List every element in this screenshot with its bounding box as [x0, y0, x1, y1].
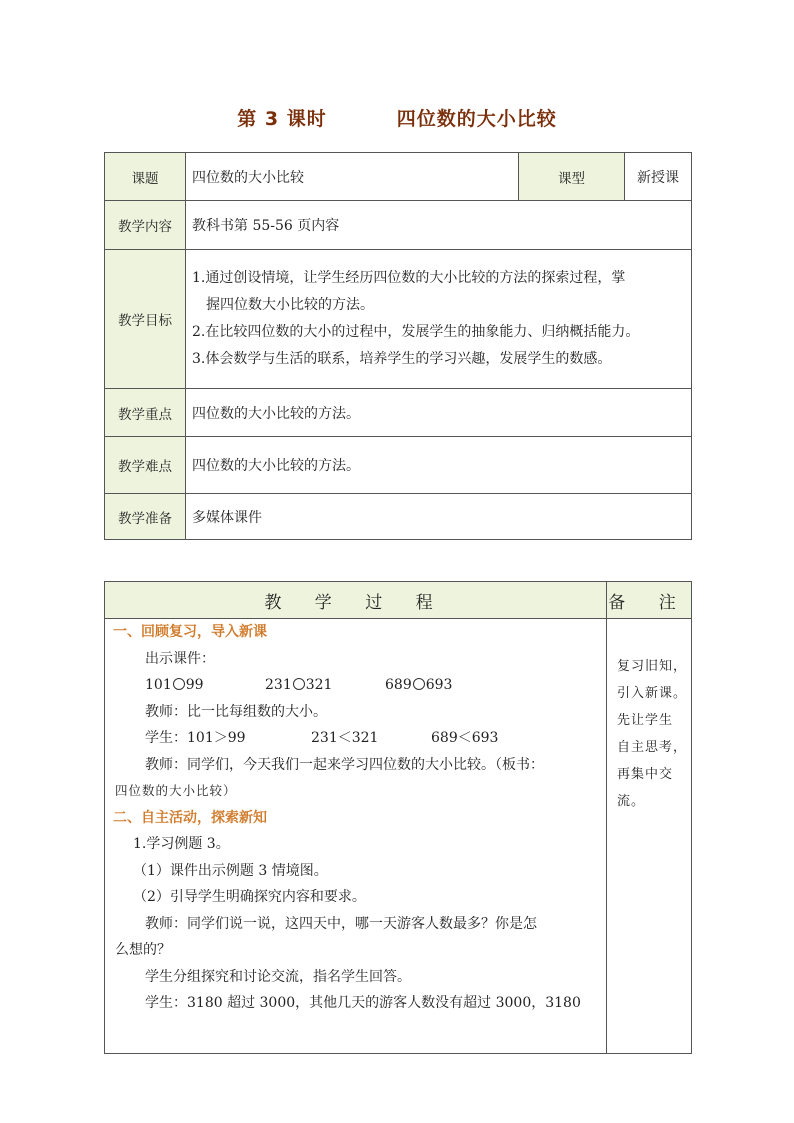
- process-line: 学生：3180 超过 3000，其他几天的游客人数没有超过 3000，3180: [145, 995, 581, 1011]
- prep-row: [105, 494, 692, 540]
- objectives-label: 教学目标: [105, 250, 186, 389]
- difficulty-value: 四位数的大小比较的方法。: [186, 437, 692, 494]
- note-line: 先让学生: [617, 713, 674, 728]
- process-line: 1.学习例题 3。: [133, 836, 230, 852]
- process-line: 学生：101＞99 231＜321 689＜693: [145, 730, 499, 746]
- prep-value: 多媒体课件: [186, 494, 692, 540]
- circle-icon: [173, 678, 185, 690]
- objectives-value: [186, 250, 692, 389]
- circle-icon: [293, 678, 305, 690]
- process-line: 教师：比一比每组数的大小。: [145, 703, 327, 720]
- content-label: 教学内容: [105, 201, 186, 250]
- process-header: 教 学 过 程: [105, 582, 607, 619]
- topic-row: [105, 153, 692, 201]
- content-value: 教科书第 55-56 页内容: [186, 201, 692, 250]
- circle-icon: [413, 678, 425, 690]
- key-point-label: 教学重点: [105, 389, 186, 437]
- process-line: 出示课件：: [145, 650, 215, 667]
- process-line: 么想的？: [115, 942, 171, 958]
- section-heading: 二、自主活动，探索新知: [113, 809, 267, 826]
- topic-value: 四位数的大小比较: [186, 153, 519, 201]
- process-header-row: [105, 582, 692, 619]
- notes-header: 备 注: [607, 582, 692, 619]
- process-body-row: [105, 619, 692, 1054]
- process-content: [105, 619, 607, 1054]
- teaching-process-table: [104, 581, 692, 1054]
- process-line: 学生分组探究和讨论交流，指名学生回答。: [145, 968, 411, 985]
- lesson-info-table: [104, 152, 692, 540]
- difficulty-row: [105, 437, 692, 494]
- topic-label: 课题: [105, 153, 186, 201]
- note-line: 自主思考，: [617, 740, 688, 755]
- objective-line: 握四位数大小比较的方法。: [206, 297, 374, 313]
- comparison-line: 101 99 231 321 689 693: [145, 677, 453, 693]
- note-line: 再集中交: [617, 767, 674, 782]
- objective-line: 2.在比较四位数的大小的过程中，发展学生的抽象能力、归纳概括能力。: [192, 324, 640, 340]
- key-point-value: 四位数的大小比较的方法。: [186, 389, 692, 437]
- type-label: 课型: [519, 153, 625, 201]
- note-line: 复习旧知，: [617, 659, 688, 674]
- process-line: 教师：同学们，今天我们一起来学习四位数的大小比较。（板书：: [145, 756, 544, 773]
- difficulty-label: 教学难点: [105, 437, 186, 494]
- process-line: 教师：同学们说一说，这四天中，哪一天游客人数最多？你是怎: [145, 915, 537, 932]
- process-line: （2）引导学生明确探究内容和要求。: [133, 889, 366, 905]
- notes-content: [607, 619, 692, 1054]
- type-value: 新授课: [625, 153, 692, 201]
- lesson-topic: 四位数的大小比较: [396, 108, 557, 130]
- prep-label: 教学准备: [105, 494, 186, 540]
- lesson-number: 第 3 课时: [237, 108, 327, 130]
- page-title: [0, 104, 794, 131]
- key-point-row: [105, 389, 692, 437]
- note-line: 引入新课。: [617, 686, 688, 701]
- section-heading: 一、回顾复习，导入新课: [113, 624, 267, 640]
- objective-line: 1.通过创设情境，让学生经历四位数的大小比较的方法的探索过程，掌: [192, 270, 626, 286]
- process-line: （1）课件出示例题 3 情境图。: [133, 862, 328, 879]
- note-line: 流。: [617, 794, 646, 809]
- objectives-row: [105, 250, 692, 389]
- process-line: 四位数的大小比较）: [115, 783, 237, 798]
- objective-line: 3.体会数学与生活的联系，培养学生的学习兴趣，发展学生的数感。: [192, 351, 612, 367]
- content-row: [105, 201, 692, 250]
